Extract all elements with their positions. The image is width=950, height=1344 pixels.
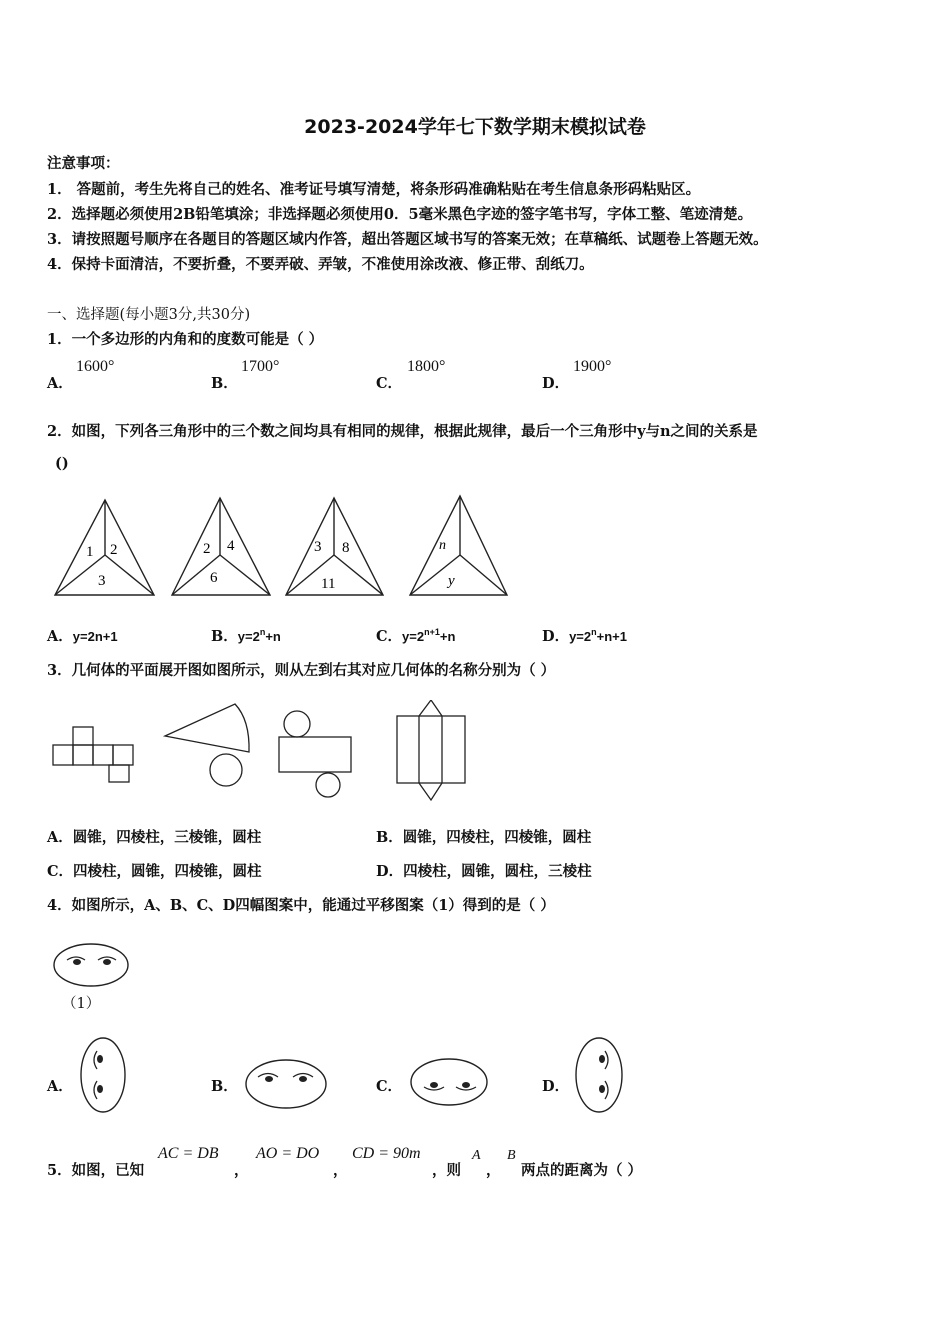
q2-option-b: B．$y=2^n+n$ <box>211 627 281 645</box>
triangle-4 <box>410 496 507 595</box>
q4-option-b-label: B． <box>211 1078 238 1095</box>
q5-point-a: A <box>472 1148 481 1163</box>
q5-sep-3: ， <box>486 1162 501 1179</box>
triangle-3-left: 3 <box>314 539 322 555</box>
prism-net <box>397 700 465 800</box>
q2-option-d-label: D． <box>542 628 570 645</box>
page-title: 2023-2024学年七下数学期末模拟试卷 <box>304 116 646 138</box>
q2-option-a-label: A． <box>47 628 73 645</box>
triangle-2-left: 2 <box>203 541 211 557</box>
q4-option-c-label: C． <box>376 1078 403 1095</box>
q1-option-a-label: A． <box>47 375 73 392</box>
q1-option-d-label: D． <box>542 375 570 392</box>
triangle-3-bottom: 11 <box>321 576 336 592</box>
q5-point-b: B <box>507 1148 516 1163</box>
triangle-2 <box>172 498 270 595</box>
q5-prefix: 5．如图，已知 <box>47 1162 145 1179</box>
q3-option-b: B．圆锥，四棱柱，四棱锥，圆柱 <box>376 829 592 846</box>
q3-option-a: A．圆锥，四棱柱，三棱锥，圆柱 <box>47 829 262 846</box>
section-heading: 一、选择题(每小题3分,共30分) <box>47 307 251 323</box>
q2-option-c-label: C． <box>376 628 403 645</box>
q2-stem: 2．如图，下列各三角形中的三个数之间均具有相同的规律，根据此规律，最后一个三角形中y与n之间的关系是 <box>47 423 758 440</box>
q4-option-a-face <box>78 1035 130 1115</box>
q1-option-b-value: 1700° <box>241 358 280 375</box>
triangle-1-right: 2 <box>110 542 118 558</box>
triangle-4-left: n <box>439 538 446 553</box>
q2-option-b-label: B． <box>211 628 238 645</box>
q4-figure-1-label: （1） <box>62 996 101 1012</box>
q5-eq-ao-do: AO = DO <box>256 1145 320 1162</box>
q5-suffix: 两点的距离为（ ） <box>521 1162 643 1179</box>
q4-figure-1-face <box>50 940 135 992</box>
q3-nets-figure <box>45 700 475 805</box>
cube-net <box>53 727 133 782</box>
q5-eq-ac-db: AC = DB <box>158 1145 219 1162</box>
triangle-1-left: 1 <box>86 544 94 560</box>
q3-option-d: D．四棱柱，圆锥，圆柱，三棱柱 <box>376 863 592 880</box>
q2-option-d: D．$y=2^n+n+1$ <box>542 627 627 645</box>
q1-option-c-value: 1800° <box>407 358 446 375</box>
q4-stem: 4．如图所示，A、B、C、D四幅图案中，能通过平移图案（1）得到的是（ ） <box>47 897 555 914</box>
q5-then: ，则 <box>432 1162 461 1179</box>
q2-triangles-figure <box>40 490 520 605</box>
q2-paren: () <box>55 455 69 472</box>
q4-option-d-label: D． <box>542 1078 570 1095</box>
q4-option-a-label: A． <box>47 1078 73 1095</box>
triangle-2-right: 4 <box>227 538 235 554</box>
q2-option-a: A．y=2n+1 <box>47 628 118 645</box>
triangle-3-right: 8 <box>342 540 350 556</box>
q1-option-c-label: C． <box>376 375 403 392</box>
q3-stem: 3．几何体的平面展开图如图所示，则从左到右其对应几何体的名称分别为（ ） <box>47 662 556 679</box>
triangle-2-bottom: 6 <box>210 570 218 586</box>
notice-item-2: 2．选择题必须使用2B铅笔填涂；非选择题必须使用0．5毫米黑色字迹的签字笔书写，字体工整、笔迹清楚。 <box>47 206 753 223</box>
q2-option-c: C．$y=2^{n+1}+n$ <box>376 627 456 645</box>
q1-option-b-label: B． <box>211 375 238 392</box>
q1-option-d-value: 1900° <box>573 358 612 375</box>
q4-option-d-face <box>572 1035 626 1115</box>
notice-item-3: 3．请按照题号顺序在各题目的答题区域内作答，超出答题区域书写的答案无效；在草稿纸、试题卷上答题无效。 <box>47 231 768 248</box>
notice-item-4: 4．保持卡面清洁，不要折叠，不要弄破、弄皱，不准使用涂改液、修正带、刮纸刀。 <box>47 256 594 273</box>
cone-net <box>165 704 249 786</box>
notice-item-1: 1． 答题前，考生先将自己的姓名、准考证号填写清楚，将条形码准确粘贴在考生信息条形码粘贴区。 <box>47 181 701 198</box>
cylinder-net <box>279 711 351 797</box>
q1-stem: 1．一个多边形的内角和的度数可能是（ ） <box>47 331 324 348</box>
q5-sep-2: ， <box>333 1162 348 1179</box>
q1-option-a-value: 1600° <box>76 358 115 375</box>
q4-option-b-face <box>243 1055 331 1111</box>
triangle-1-bottom: 3 <box>98 573 106 589</box>
q5-eq-cd: CD = 90m <box>352 1145 421 1162</box>
q3-option-c: C．四棱柱，圆锥，四棱锥，圆柱 <box>47 863 262 880</box>
triangle-4-bottom: y <box>448 573 455 589</box>
q4-option-c-face <box>408 1055 492 1109</box>
q5-sep-1: ， <box>234 1162 249 1179</box>
notice-heading: 注意事项： <box>47 155 120 172</box>
